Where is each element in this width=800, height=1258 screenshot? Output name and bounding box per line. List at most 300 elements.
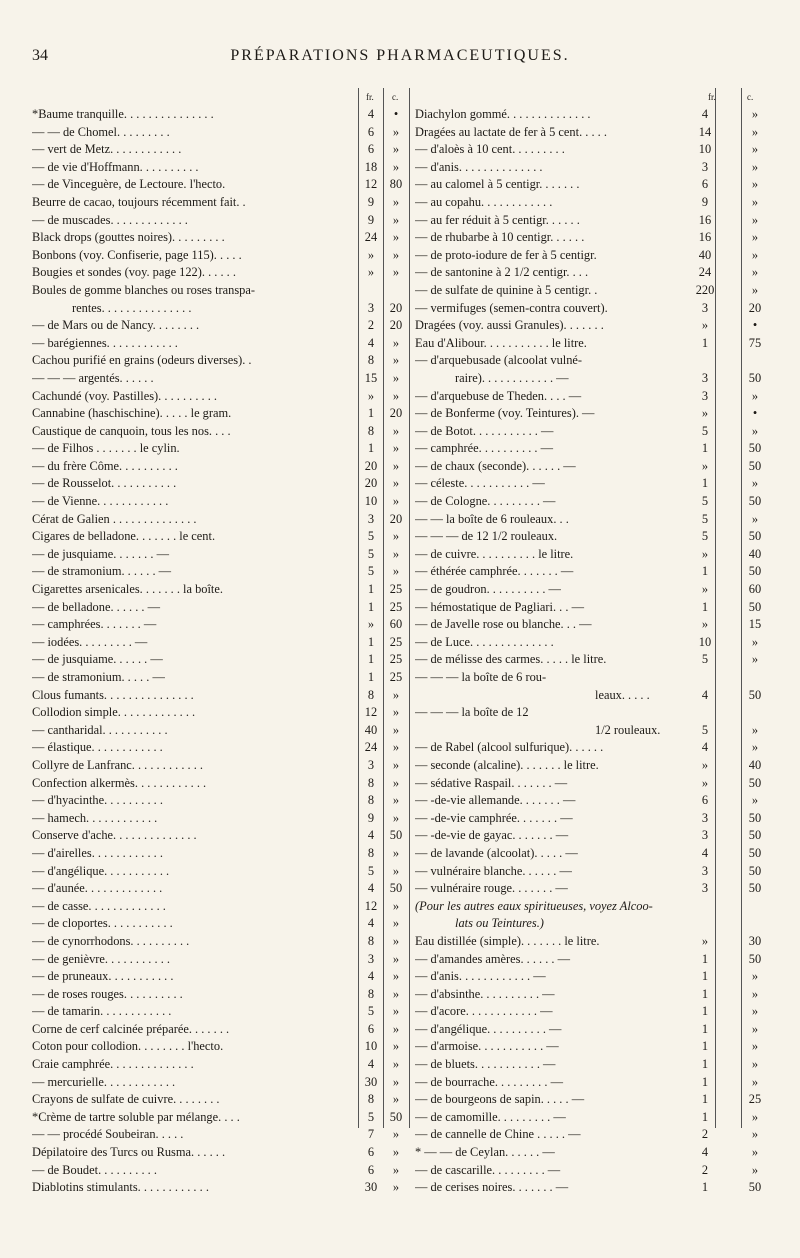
price-centimes: »	[751, 1109, 759, 1124]
price-francs: 8	[367, 687, 375, 702]
price-centimes: »	[751, 722, 759, 737]
price-entry	[415, 1162, 770, 1180]
price-francs: 1	[367, 441, 375, 456]
price-entry	[415, 933, 770, 951]
price-centimes: »	[751, 1074, 759, 1089]
price-entry	[415, 370, 770, 388]
price-centimes: 25	[389, 582, 403, 597]
entry-label: — hamech. . . . . . . . . . . .	[32, 810, 158, 825]
entry-label: — élastique. . . . . . . . . . . .	[32, 740, 163, 755]
price-francs: 2	[367, 318, 375, 333]
price-centimes: 75	[748, 335, 762, 350]
price-francs: 6	[701, 793, 709, 808]
entry-label: — -de-vie allemande. . . . . . . —	[415, 793, 576, 808]
entry-label: — de tamarin. . . . . . . . . . . .	[32, 1004, 172, 1019]
entry-label: — de muscades. . . . . . . . . . . . .	[32, 212, 188, 227]
price-centimes: »	[392, 757, 400, 772]
price-entry	[32, 212, 407, 230]
price-francs: 4	[701, 740, 709, 755]
page-header	[0, 47, 800, 71]
price-centimes: »	[392, 124, 400, 139]
entry-label: — de sulfate de quinine à 5 centigr. .	[415, 282, 598, 297]
entry-label: — de bourgeons de sapin. . . . . —	[415, 1092, 585, 1107]
entry-label: raire). . . . . . . . . . . . —	[455, 370, 569, 385]
price-centimes: »	[751, 388, 759, 403]
price-entry	[32, 458, 407, 476]
price-entry	[32, 352, 407, 370]
price-centimes: 50	[748, 370, 762, 385]
price-francs: 1	[701, 564, 709, 579]
price-francs: 9	[367, 212, 375, 227]
entry-label: 1/2 rouleaux.	[595, 722, 661, 737]
price-centimes: »	[751, 107, 759, 121]
price-entry	[32, 951, 407, 969]
price-francs: 8	[367, 1092, 375, 1107]
price-francs: 4	[367, 107, 375, 121]
price-centimes: »	[392, 142, 400, 157]
units-header	[32, 90, 407, 106]
entry-label: Eau distillée (simple). . . . . . . le litre.	[415, 933, 600, 948]
entry-label: Diachylon gommé. . . . . . . . . . . . . .	[415, 107, 591, 121]
price-entry	[32, 282, 407, 300]
price-centimes: »	[751, 1004, 759, 1019]
price-centimes: 25	[389, 634, 403, 649]
price-centimes: »	[392, 1180, 400, 1195]
price-centimes: 20	[389, 511, 403, 526]
price-centimes: »	[392, 722, 400, 737]
entry-label: — — — de 12 1/2 rouleaux.	[415, 529, 558, 544]
price-francs: 3	[701, 828, 709, 843]
entry-label: — éthérée camphrée. . . . . . . —	[415, 564, 574, 579]
entry-label: — de stramonium. . . . . . —	[32, 564, 172, 579]
entry-label: — de mélisse des carmes. . . . . le litre.	[415, 652, 607, 667]
entry-label: — de Cologne. . . . . . . . . —	[415, 494, 556, 509]
price-entry	[32, 792, 407, 810]
price-francs: 7	[367, 1127, 375, 1142]
price-centimes: 50	[748, 775, 762, 790]
price-entry	[32, 968, 407, 986]
price-francs: 5	[701, 494, 709, 509]
price-francs: 12	[364, 705, 378, 720]
price-entry	[32, 405, 407, 423]
price-entry	[415, 528, 770, 546]
entry-label: — au fer réduit à 5 centigr. . . . . .	[415, 212, 580, 227]
price-entry	[32, 528, 407, 546]
entry-label: leaux. . . . .	[595, 687, 650, 702]
price-centimes: 50	[748, 881, 762, 896]
price-entry	[415, 1056, 770, 1074]
price-entry	[415, 827, 770, 845]
entry-label: Black drops (gouttes noires). . . . . . . . .	[32, 230, 225, 245]
price-francs: 5	[367, 863, 375, 878]
entry-label: — de Rabel (alcool sulfurique). . . . . .	[415, 740, 604, 755]
price-entry	[415, 968, 770, 986]
entry-label: (Pour les autres eaux spiritueuses, voyez Alcoo-	[415, 898, 653, 913]
price-entry	[415, 475, 770, 493]
entry-label: — camphrée. . . . . . . . . . —	[415, 441, 553, 456]
entry-label: — de bourrache. . . . . . . . . —	[415, 1074, 563, 1089]
price-centimes: »	[751, 740, 759, 755]
price-francs: 1	[367, 634, 375, 649]
price-francs: 1	[701, 1039, 709, 1054]
price-centimes: »	[751, 652, 759, 667]
entry-label: — de cerises noires. . . . . . . —	[415, 1180, 569, 1195]
price-entry	[32, 229, 407, 247]
price-centimes: 25	[389, 670, 403, 684]
entry-label: — d'anis. . . . . . . . . . . . . .	[415, 159, 543, 174]
price-centimes: 50	[748, 951, 762, 966]
price-francs: 16	[698, 212, 712, 227]
entry-label: — d'aunée. . . . . . . . . . . . .	[32, 881, 163, 896]
price-entry	[415, 335, 770, 353]
entry-label: — barégiennes. . . . . . . . . . . .	[32, 335, 178, 350]
price-entry	[415, 599, 770, 617]
price-francs: »	[701, 775, 709, 790]
entry-label: — hémostatique de Pagliari. . . —	[415, 599, 584, 614]
entry-label: — au calomel à 5 centigr. . . . . . .	[415, 177, 580, 192]
price-francs: 2	[701, 1127, 709, 1142]
price-francs: 3	[701, 388, 709, 403]
price-entry	[32, 563, 407, 581]
entry-label: — de casse. . . . . . . . . . . . .	[32, 898, 166, 913]
price-centimes: »	[392, 458, 400, 473]
price-francs: »	[367, 388, 375, 403]
price-francs: 4	[367, 969, 375, 984]
price-francs: 1	[367, 582, 375, 597]
price-centimes: »	[751, 1021, 759, 1036]
price-entry	[32, 722, 407, 740]
price-francs: 30	[364, 1074, 378, 1089]
price-centimes: »	[392, 529, 400, 544]
entry-label: — de cloportes. . . . . . . . . . .	[32, 916, 173, 931]
price-entry	[415, 106, 770, 124]
price-entry	[415, 300, 770, 318]
price-centimes: »	[392, 265, 400, 280]
price-centimes: »	[751, 142, 759, 157]
price-entry	[32, 1003, 407, 1021]
entry-label: Confection alkermès. . . . . . . . . . . .	[32, 775, 207, 790]
price-entry	[415, 915, 770, 933]
price-entry	[32, 634, 407, 652]
price-francs: 3	[701, 370, 709, 385]
entry-label: Cérat de Galien . . . . . . . . . . . . . .	[32, 511, 197, 526]
entry-label: Eau d'Alibour. . . . . . . . . . . le litre.	[415, 335, 587, 350]
entry-label: — de vie d'Hoffmann. . . . . . . . . .	[32, 159, 199, 174]
entry-label: *Baume tranquille. . . . . . . . . . . . . . .	[32, 107, 214, 121]
price-francs: 1	[367, 670, 375, 684]
price-francs: 8	[367, 845, 375, 860]
price-centimes: »	[751, 230, 759, 245]
price-francs: 10	[698, 634, 712, 649]
entry-label: — de genièvre. . . . . . . . . . .	[32, 951, 170, 966]
price-francs: 24	[364, 230, 378, 245]
price-centimes: »	[751, 986, 759, 1001]
price-francs: »	[701, 582, 709, 597]
price-entry	[415, 669, 770, 687]
price-francs: 15	[364, 370, 378, 385]
price-entry	[415, 1021, 770, 1039]
price-centimes: »	[392, 370, 400, 385]
price-entry	[415, 388, 770, 406]
price-francs: 5	[701, 652, 709, 667]
entry-label: — de bluets. . . . . . . . . . . —	[415, 1057, 556, 1072]
price-entry	[32, 651, 407, 669]
price-entry	[32, 616, 407, 634]
price-entry	[415, 159, 770, 177]
price-francs: 1	[701, 1092, 709, 1107]
entry-label: — cantharidal. . . . . . . . . . .	[32, 722, 168, 737]
entry-label: Dépilatoire des Turcs ou Rusma. . . . . .	[32, 1145, 226, 1160]
entry-label: — de Javelle rose ou blanche. . . —	[415, 617, 592, 632]
price-centimes: »	[392, 986, 400, 1001]
price-centimes: »	[751, 265, 759, 280]
price-entry	[415, 880, 770, 898]
price-entry	[415, 651, 770, 669]
price-entry	[32, 440, 407, 458]
price-francs: 8	[367, 423, 375, 438]
price-centimes: »	[392, 194, 400, 209]
price-francs: 4	[367, 828, 375, 843]
price-francs: »	[701, 933, 709, 948]
entry-label: Cigares de belladone. . . . . . . le cent.	[32, 529, 216, 544]
entry-label: Cachou purifié en grains (odeurs diverses). .	[32, 353, 252, 368]
price-entry	[32, 247, 407, 265]
price-centimes: 50	[748, 564, 762, 579]
entry-label: Collyre de Lanfranc. . . . . . . . . . . .	[32, 757, 204, 772]
price-francs: 12	[364, 898, 378, 913]
price-entry	[415, 863, 770, 881]
entry-label: — de camomille. . . . . . . . . —	[415, 1109, 566, 1124]
price-centimes: »	[392, 230, 400, 245]
price-centimes: 20	[389, 300, 403, 315]
price-entry	[32, 546, 407, 564]
entry-label: — du frère Côme. . . . . . . . . .	[32, 458, 178, 473]
price-centimes: »	[392, 951, 400, 966]
page-title: PRÉPARATIONS PHARMACEUTIQUES.	[230, 47, 570, 64]
price-entry	[415, 1109, 770, 1127]
price-centimes: »	[392, 159, 400, 174]
entry-label: — de roses rouges. . . . . . . . . .	[32, 986, 183, 1001]
price-entry	[32, 599, 407, 617]
price-entry	[32, 124, 407, 142]
entry-label: — -de-vie de gayac. . . . . . . —	[415, 828, 569, 843]
price-entry	[415, 546, 770, 564]
price-centimes: »	[392, 247, 400, 262]
entry-label: — de chaux (seconde). . . . . . —	[415, 458, 576, 473]
price-entry	[32, 317, 407, 335]
price-entry	[32, 300, 407, 318]
price-entry	[415, 194, 770, 212]
price-centimes: »	[751, 476, 759, 491]
entry-label: — de cuivre. . . . . . . . . . le litre.	[415, 546, 574, 561]
price-francs: 14	[698, 124, 712, 139]
price-francs: 3	[701, 159, 709, 174]
entry-label: — vermifuges (semen-contra couvert).	[415, 300, 608, 315]
entry-label: — d'hyacinthe. . . . . . . . . .	[32, 793, 163, 808]
price-entry	[415, 141, 770, 159]
price-centimes: »	[751, 1145, 759, 1160]
price-centimes: »	[751, 1057, 759, 1072]
price-entry	[32, 933, 407, 951]
entry-label: Caustique de canquoin, tous les nos. . . .	[32, 423, 231, 438]
price-centimes: 50	[748, 494, 762, 509]
price-francs: »	[701, 458, 709, 473]
entry-label: — — de Chomel. . . . . . . . .	[32, 124, 170, 139]
price-centimes: 50	[748, 687, 762, 702]
entry-label: — d'armoise. . . . . . . . . . . —	[415, 1039, 559, 1054]
entry-label: Cannabine (haschischine). . . . . le gram.	[32, 406, 232, 421]
price-francs: 8	[367, 986, 375, 1001]
price-entry	[32, 704, 407, 722]
price-entry	[415, 1074, 770, 1092]
price-entry	[32, 1109, 407, 1127]
entry-label: — iodées. . . . . . . . . —	[32, 634, 148, 649]
entry-label: — vert de Metz. . . . . . . . . . . .	[32, 142, 182, 157]
price-centimes: »	[751, 124, 759, 139]
price-centimes: »	[392, 969, 400, 984]
entry-label: — de jusquiame. . . . . . . —	[32, 546, 169, 561]
right-entries	[415, 106, 770, 1197]
price-francs: 6	[367, 124, 375, 139]
price-centimes: »	[392, 1092, 400, 1107]
price-centimes: »	[392, 1039, 400, 1054]
entry-label: — d'arquebuse de Theden. . . . —	[415, 388, 582, 403]
price-entry	[32, 810, 407, 828]
price-entry	[415, 247, 770, 265]
price-entry	[415, 352, 770, 370]
price-centimes: »	[751, 212, 759, 227]
entry-label: Diablotins stimulants. . . . . . . . . . . .	[32, 1180, 209, 1195]
unit-centimes: c.	[747, 92, 754, 102]
entry-label: — vulnéraire rouge. . . . . . . —	[415, 881, 568, 896]
price-francs: 4	[367, 1057, 375, 1072]
left-price-column	[32, 90, 407, 1197]
price-francs: 4	[367, 335, 375, 350]
price-centimes: 50	[748, 828, 762, 843]
entry-label: — d'absinthe. . . . . . . . . . —	[415, 986, 555, 1001]
price-francs: 6	[367, 1145, 375, 1160]
price-francs: 5	[701, 529, 709, 544]
price-francs: 5	[701, 511, 709, 526]
entry-label: — mercurielle. . . . . . . . . . . .	[32, 1074, 176, 1089]
price-francs: 1	[701, 969, 709, 984]
price-entry	[415, 775, 770, 793]
price-francs: 1	[701, 1109, 709, 1124]
entry-label: Cachundé (voy. Pastilles). . . . . . . . . .	[32, 388, 218, 403]
price-centimes: »	[751, 194, 759, 209]
price-francs: 9	[367, 194, 375, 209]
price-entry	[32, 757, 407, 775]
price-francs: 10	[698, 142, 712, 157]
price-entry	[32, 194, 407, 212]
price-centimes: »	[392, 1057, 400, 1072]
price-francs: 4	[367, 916, 375, 931]
price-entry	[32, 915, 407, 933]
price-entry	[32, 845, 407, 863]
price-centimes: •	[393, 107, 399, 121]
price-francs: 24	[364, 740, 378, 755]
price-francs: 40	[698, 247, 712, 262]
price-francs: 3	[701, 300, 709, 315]
price-centimes: »	[751, 247, 759, 262]
price-entry	[32, 1126, 407, 1144]
price-entry	[415, 423, 770, 441]
column-rule-left-end	[409, 88, 410, 1128]
price-centimes: »	[392, 898, 400, 913]
entry-label: — de cynorrhodons. . . . . . . . . .	[32, 933, 190, 948]
price-centimes: 60	[748, 582, 762, 597]
entry-label: — — — argentés. . . . . .	[32, 370, 154, 385]
price-francs: 6	[367, 142, 375, 157]
price-francs: »	[701, 757, 709, 772]
price-centimes: 50	[748, 1180, 762, 1195]
price-entry	[415, 810, 770, 828]
unit-francs: fr.	[366, 92, 374, 102]
price-entry	[32, 669, 407, 687]
entry-label: — de Boudet. . . . . . . . . .	[32, 1162, 157, 1177]
price-francs: 16	[698, 230, 712, 245]
price-entry	[32, 827, 407, 845]
price-entry	[415, 1144, 770, 1162]
entry-label: — — procédé Soubeiran. . . . .	[32, 1127, 184, 1142]
price-entry	[415, 739, 770, 757]
entry-label: Dragées au lactate de fer à 5 cent. . . . .	[415, 124, 607, 139]
price-entry	[32, 1021, 407, 1039]
entry-label: — d'angélique. . . . . . . . . . —	[415, 1021, 562, 1036]
price-centimes: •	[752, 406, 758, 421]
entry-label: — de rhubarbe à 10 centigr. . . . . .	[415, 230, 585, 245]
price-francs: »	[701, 318, 709, 333]
price-entry	[415, 1038, 770, 1056]
price-centimes: »	[392, 1127, 400, 1142]
price-francs: 1	[701, 1074, 709, 1089]
entry-label: Crayons de sulfate de cuivre. . . . . . . .	[32, 1092, 220, 1107]
price-francs: 12	[364, 177, 378, 192]
price-francs: 5	[701, 722, 709, 737]
price-centimes: 50	[748, 441, 762, 456]
entry-label: Coton pour collodion. . . . . . . . l'hecto.	[32, 1039, 224, 1054]
entry-label: — de Luce. . . . . . . . . . . . . .	[415, 634, 554, 649]
price-francs: 5	[367, 546, 375, 561]
price-entry	[415, 581, 770, 599]
entry-label: Boules de gomme blanches ou roses transpa-	[32, 282, 255, 297]
entry-label: — de Vienne. . . . . . . . . . . .	[32, 494, 169, 509]
price-centimes: »	[392, 933, 400, 948]
price-entry	[415, 616, 770, 634]
price-francs: 1	[701, 599, 709, 614]
entry-label: — de lavande (alcoolat). . . . . —	[415, 845, 578, 860]
price-francs: 1	[701, 986, 709, 1001]
entry-label: — — la boîte de 6 rouleaux. . .	[415, 511, 569, 526]
price-entry	[415, 124, 770, 142]
entry-label: — d'acore. . . . . . . . . . . . —	[415, 1004, 553, 1019]
price-entry	[415, 845, 770, 863]
price-centimes: 40	[748, 546, 762, 561]
price-entry	[415, 1126, 770, 1144]
price-entry	[415, 458, 770, 476]
price-entry	[32, 898, 407, 916]
entry-label: — d'aloès à 10 cent. . . . . . . . .	[415, 142, 565, 157]
price-centimes: »	[392, 1021, 400, 1036]
price-entry	[415, 317, 770, 335]
price-francs: 4	[701, 687, 709, 702]
price-centimes: »	[392, 1145, 400, 1160]
price-entry	[415, 212, 770, 230]
price-entry	[32, 687, 407, 705]
entry-label: — de proto-iodure de fer à 5 centigr.	[415, 247, 597, 262]
price-entry	[415, 687, 770, 705]
price-francs: 4	[701, 107, 709, 121]
